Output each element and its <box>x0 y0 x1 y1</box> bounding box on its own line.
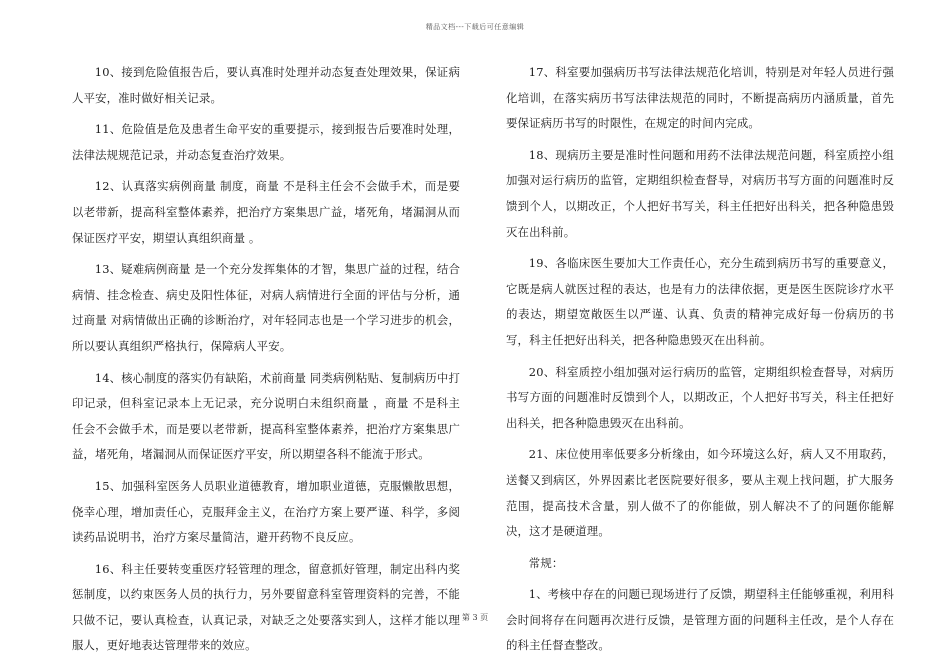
paragraph-11: 11、危险值是危及患者生命平安的重要提示，接到报告后要准时处理，法律法规规范记录，并动态复查治疗效果。 <box>72 122 460 162</box>
paragraph-16: 16、科主任要转变重医疗轻管理的理念，留意抓好管理，制定出科内奖惩制度，以约束医务人员的执行力，另外要留意科室管理资料的完善，不能只做不记，要认真检查，认真记录，对缺乏之处要落实到人，这样才能以理服人，更好地表达管理带来的效应。 <box>72 561 460 653</box>
paragraph-14: 14、核心制度的落实仍有缺陷，术前商量 同类病例粘贴、复制病历中打印记录，但科室记录本上无记录，充分说明白未组织商量 ，商量 不是科主任会不会做手术，而是要以老带新，提高科室整体素养，把治疗方案集思广益，堵死角，堵漏洞从而保证医疗平安，所以期望各科不能流于形式。 <box>72 370 460 462</box>
page-number: 第 3 页 <box>461 613 489 622</box>
routine-heading: 常规： <box>528 555 564 570</box>
paragraph-12: 12、认真落实病例商量 制度，商量 不是科主任会不会做手术，而是要以老带新，提高科室整体素养，把治疗方案集思广益，堵死角，堵漏洞从而保证医疗平安，期望认真组织商量 。 <box>72 179 460 245</box>
routine-item-1: 1、考核中存在的问题已现场进行了反馈，期望科主任能够重视，利用科会时间将存在问题再次进行反馈，是管理方面的问题科主任改，是个人存在的科主任督查整改。 <box>506 587 894 653</box>
left-column <box>72 60 460 665</box>
paragraph-20: 20、科室质控小组加强对运行病历的监管，定期组织检查督导，对病历书写方面的问题准时反馈到个人，以期改正，个人把好书写关，科主任把好出科关，把各种隐患毁灭在出科前。 <box>506 364 894 430</box>
paragraph-13: 13、疑难病例商量 是一个充分发挥集体的才智，集思广益的过程，结合病情、挂念检查、病史及阳性体征，对病人病情进行全面的评估与分析，通过商量 对病情做出正确的诊断治疗，对年轻同志也是一个学习进步的机会，所以要认真组织严格执行，保障病人平安。 <box>72 262 460 353</box>
paragraph-10: 10、接到危险值报告后，要认真准时处理并动态复查处理效果，保证病人平安，准时做好相关记录。 <box>72 65 460 105</box>
paragraph-21: 21、床位使用率低要多分析缘由，如今环境这么好，病人又不用取药，送餐又到病区，外界因素比老医院要好很多，要从主观上找问题，扩大服务范围，提高技术含量，别人做不了的你能做，别人解决不了的问题你能解决，这才是硬道理。 <box>506 447 894 539</box>
page-header: 精品文档---下载后可任意编辑 <box>425 23 525 31</box>
paragraph-19: 19、各临床医生要加大工作责任心，充分生疏到病历书写的重要意义，它既是病人就医过程的表达，也是有力的法律依据，更是医生医院诊疗水平的表达，期望宽敞医生以严谨、认真、负责的精神完成好每一份病历的书写，科主任把好出科关，把各种隐患毁灭在出科前。 <box>506 256 894 347</box>
right-column <box>506 60 894 665</box>
paragraph-15: 15、加强科室医务人员职业道德教育，增加职业道德，克服懒散思想，侥幸心理，增加责任心，克服拜金主义，在治疗方案上要严谨、科学，多阅读药品说明书，治疗方案尽量简洁，避开药物不良反应。 <box>72 478 460 545</box>
paragraph-18: 18、现病历主要是准时性问题和用药不法律法规范问题，科室质控小组加强对运行病历的监管，定期组织检查督导，对病历书写方面的问题准时反馈到个人，以期改正，个人把好书写关，科主任把好出科关，把各种隐患毁灭在出科前。 <box>506 147 894 239</box>
paragraph-17: 17、科室要加强病历书写法律法规范化培训，特别是对年轻人员进行强化培训，在落实病历书写法律法规范的同时，不断提高病历内涵质量，首先要保证病历书写的时限性，在规定的时间内完成。 <box>506 65 894 131</box>
